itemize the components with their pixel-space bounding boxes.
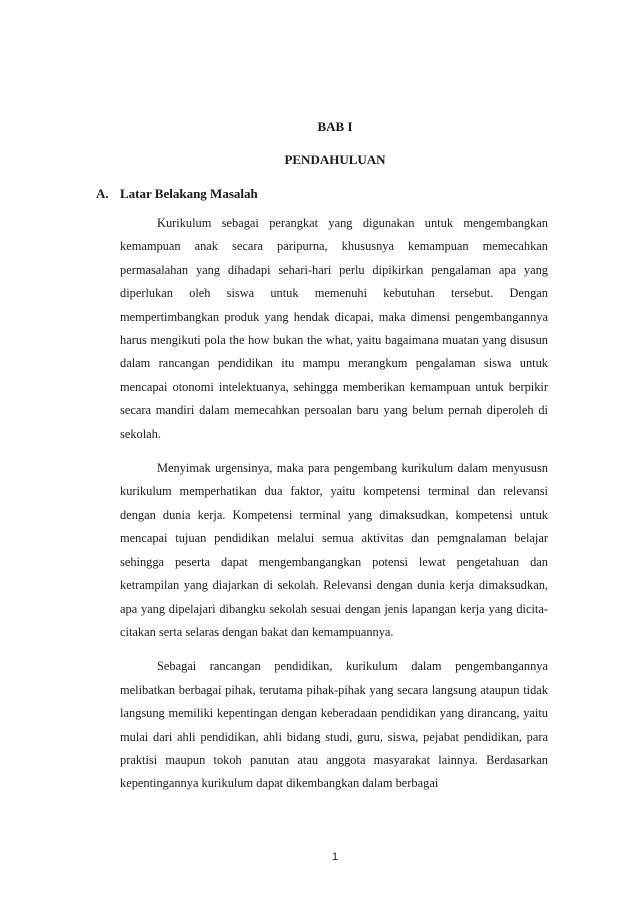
body-text bbox=[120, 212, 548, 807]
section-title: Latar Belakang Masalah bbox=[120, 186, 258, 201]
paragraph: Kurikulum sebagai perangkat yang digunakan untuk mengembangkan kemampuan anak secara paripurna, khususnya kemampuan memecahkan permasalahan yang dihadapi sehari-hari perlu dipikirkan pengalaman apa yang diperlukan oleh siswa untuk memenuhi kebutuhan tersebut. Dengan mempertimbangkan produk yang hendak dicapai, maka dimensi pengembangannya harus mengikuti pola the how bukan the what, yaitu bagaimana muatan yang disusun dalam rancangan pendidikan itu mampu merangkum pengalaman siswa untuk mencapai otonomi intelektuanya, sehingga memberikan kemampuan untuk berpikir secara mandiri dalam memecahkan persoalan baru yang belum pernah diperoleh di sekolah. bbox=[120, 216, 548, 441]
section-label: A. bbox=[96, 186, 109, 201]
paragraph: Menyimak urgensinya, maka para pengembang kurikulum dalam menyususn kurikulum memperhatikan dua faktor, yaitu kompetensi terminal dan relevansi dengan dunia kerja. Kompetensi terminal yang dimaksudkan, kompetensi untuk mencapai tujuan pendidikan melalui semua aktivitas dan pemgnalaman belajar sehingga peserta dapat mengembangangkan potensi lewat pengetahuan dan ketrampilan yang diajarkan di sekolah. Relevansi dengan dunia kerja dimaksudkan, apa yang dipelajari dibangku sekolah sesuai dengan jenis lapangan kerja yang dicita-citakan serta selaras dengan bakat dan kemampuannya. bbox=[120, 461, 548, 639]
page-number: 1 bbox=[331, 851, 339, 863]
chapter-title: PENDAHULUAN bbox=[284, 152, 386, 167]
chapter-number: BAB I bbox=[317, 119, 353, 134]
section-heading bbox=[96, 186, 258, 202]
paragraph: Sebagai rancangan pendidikan, kurikulum dalam pengembangannya melibatkan berbagai pihak, terutama pihak-pihak yang secara langsung ataupun tidak langsung memiliki kepentingan dengan keberadaan pendidikan yang dirancang, yaitu mulai dari ahli pendidikan, ahli bidang studi, guru, siswa, pejabat pendidikan, para praktisi maupun tokoh panutan atau anggota masyarakat lainnya. Berdasarkan kepentingannya kurikulum dapat dikembangkan dalam berbagai bbox=[120, 659, 548, 791]
